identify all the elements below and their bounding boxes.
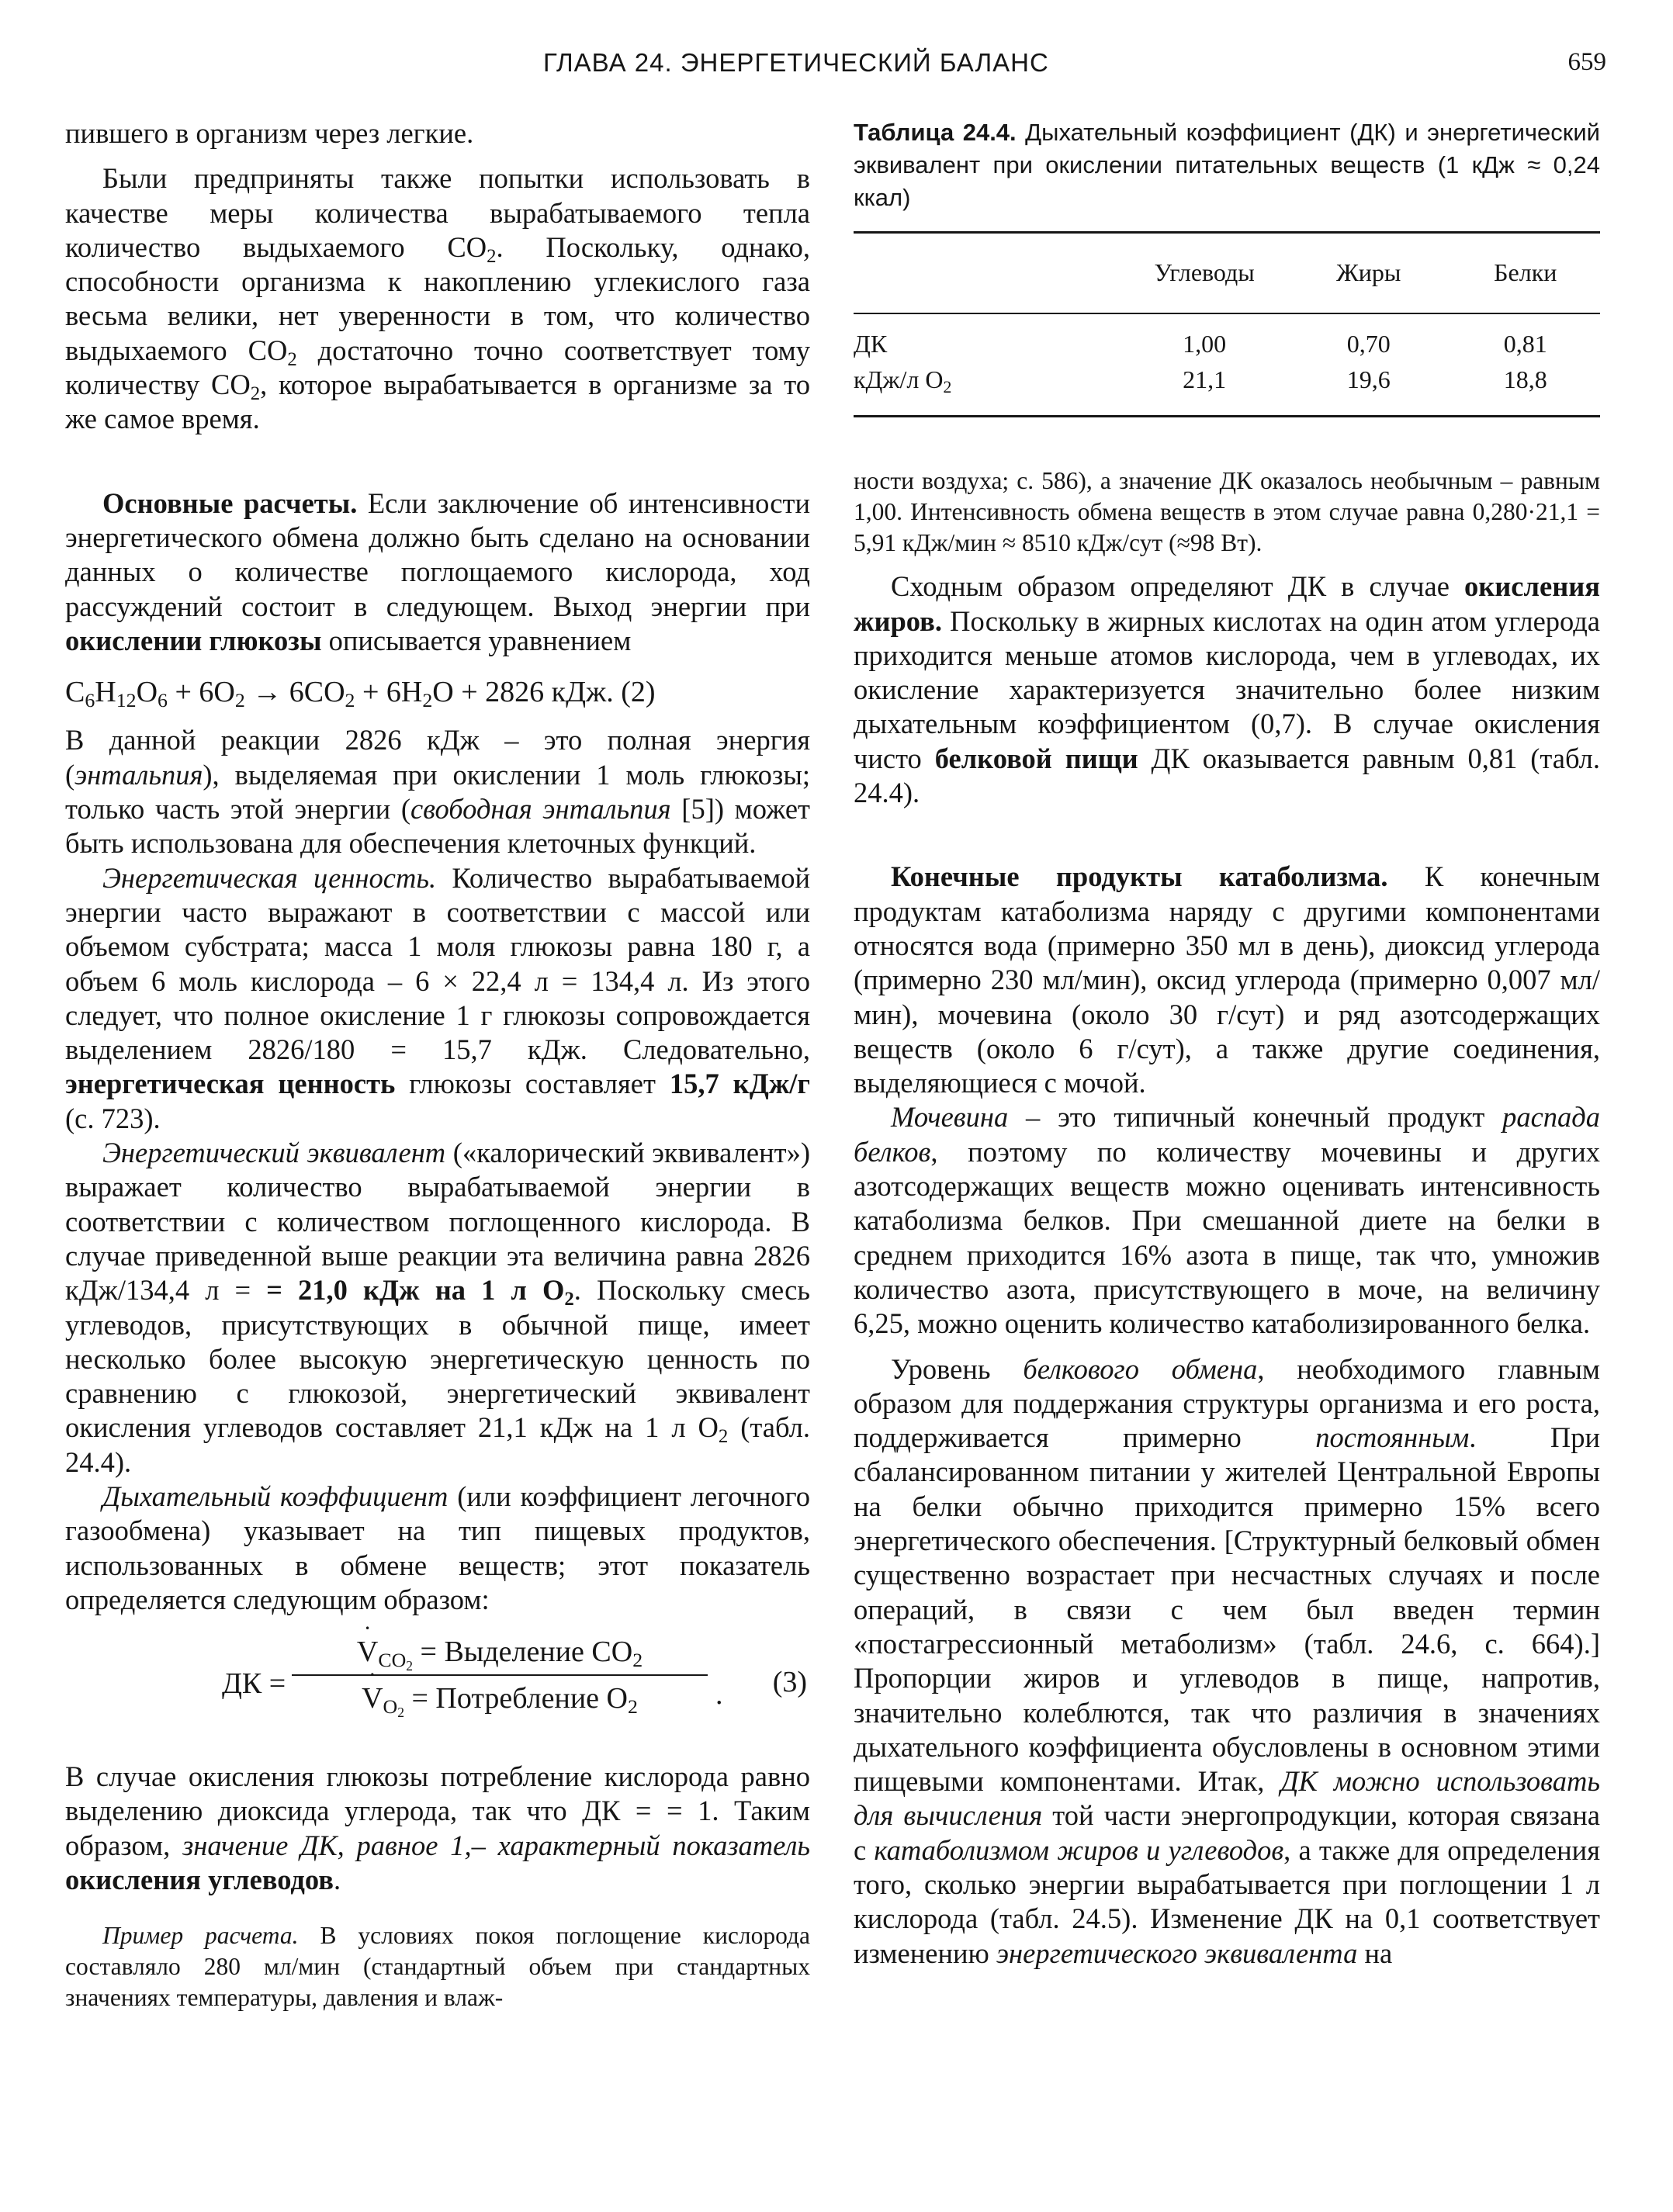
equation-3-numerator: ˙ $V_{CO_2}$ = Выделение $CO_2$ [290, 1634, 709, 1674]
paragraph-urea: Мочевина – это типичный конечный продукт распада белков, поэтому по количеству мочевины и других азотсодержащих веществ можно оценивать интенсивность катаболизма белков. При смешанной диете на белки в среднем приходится 16% азота в пище, так что, умножив количество азота, присутствующего в моче, на величину 6,25, можно оценить количество катаболизированного белка. [854, 1101, 1600, 1340]
table-row [854, 313, 1600, 361]
table-header-cell: Жиры [1336, 258, 1401, 286]
paragraph-fat-oxidation: Сходным образом определяют ДК в случае окисления жиров. Поскольку в жирных кислотах на один атом углерода приходится меньше атомов кислорода, чем в углеводах, их окисление характеризуется значительно более низким дыхательным коэффициентом (0,7). В случае окисления чисто белковой пищи ДК оказывается равным 0,81 (табл. 24.4). [854, 570, 1601, 809]
table-cell: 0,70 [1346, 330, 1391, 358]
data-table [854, 231, 1600, 417]
paragraph-respiratory-quotient: Дыхательный коэффициент (или коэффициент легочного газообмена) указывает на тип пищевых продуктов, использованных в обмене веществ; этот показатель определяется следующим образом: [65, 1480, 810, 1615]
paragraph-continuation: пившего в организм через легкие. [65, 117, 474, 149]
table-row [854, 361, 1600, 417]
paragraph-energy-equivalent: Энергетический эквивалент («калорический эквивалент») выражает количество вырабатываемой энергии в соответствии с количеством поглощенного кислорода. В случае приведенной выше реакции эта величина равна 2826 кДж/134,4 л = = 21,0 кДж на 1 л $O_2$. Поскольку смесь углеводов, присутствующих в обычной пище, имеет несколько более высокую энергетическую ценность по сравнению с глюкозой, энергетический эквивалент окисления углеводов составляет 21,1 кДж на 1 л $O_2$ (табл. 24.4). [65, 1137, 811, 1478]
right-column [854, 116, 1600, 1971]
paragraph-protein-metabolism: Уровень белкового обмена, необходимого главным образом для поддержания структуры организма и его роста, поддерживается примерно постоянным. При сбалансированном питании у жителей Центральной Европы на белки обычно приходится примерно 15% всего энергетического обеспечения. [Структурный белковый обмен существенно возрастает при несчастных случаях и после операций, в связи с чем был введен термин «постагрессионный метаболизм» (табл. 24.6, с. 664).] Пропорции жиров и углеводов в пище, напротив, значительно колеблются, так что различия в значениях дыхательного коэффициента обусловлены в основном этими пищевыми компонентами. Итак, ДК можно использовать для вычисления той части энергопродукции, которая связана с катаболизмом жиров и углеводов, а также для определения того, сколько энергии вырабатывается при поглощении 1 л кислорода (табл. 24.5). Изменение ДК на 0,1 соответствует изменению энергетического эквивалента на [854, 1352, 1600, 1969]
equation-3: ДК = ˙ $V_{CO_2}$ = Выделение $CO_2$ ˙ $V_{O_2}$ = Потребление $O_2$ . (3) [65, 1634, 810, 1750]
page-header [62, 48, 1606, 79]
table-cell: 21,1 [1183, 365, 1227, 394]
paragraph-example: Пример расчета. В условиях покоя поглощение кислорода составляло 280 мл/мин (стандартный объем при стандартных значениях температуры, давления и влаж- [65, 1922, 810, 2012]
paragraph-co2: Были предприняты также попытки использовать в качестве меры количества вырабатываемого тепла количество выдыхаемого $CO_2$. Поскольку, однако, способности организма к накоплению углекислого газа весьма велики, нет уверенности в том, что количество выдыхаемого $CO_2$ достаточно точно соответствует тому количеству $CO_2$, которое вырабатывается в организме за то же самое время. [65, 162, 810, 435]
table-cell: 0,81 [1503, 330, 1547, 358]
section-heading: Конечные продукты катаболизма. [891, 860, 1388, 893]
left-column [65, 116, 810, 2013]
equation-number: (3) [772, 1666, 807, 1699]
paragraph-reaction: В данной реакции 2826 кДж – это полная энергия (энтальпия), выделяемая при окислении 1 моль глюкозы; только часть этой энергии (свободная энтальпия [5]) может быть использована для обеспечения клеточных функций. [65, 724, 810, 860]
paragraph-glucose-rq: В случае окисления глюкозы потребление кислорода равно выделению диоксида углерода, так что ДК = = 1. Таким образом, значение ДК, равное 1,– характерный показатель окисления углеводов. [65, 1760, 810, 1896]
equation-3-fraction [290, 1634, 709, 1721]
section-heading: Основные расчеты. [102, 486, 358, 519]
paragraph-basic-calculations: Основные расчеты. Если заключение об интенсивности энергетического обмена должно быть сделано на основании данных о количестве поглощаемого кислорода, ход рассуждений состоит в следующем. Выход энергии при окислении глюкозы описывается уравнением [65, 486, 810, 656]
running-title: ГЛАВА 24. ЭНЕРГЕТИЧЕСКИЙ БАЛАНС [543, 48, 1049, 77]
table-row-label: ДК [854, 330, 888, 358]
paragraph-final-products: Конечные продукты катаболизма. К конечным продуктам катаболизма наряду с другими компонентами относятся вода (примерно 350 мл в день), диоксид углерода (примерно 230 мл/мин), оксид углерода (примерно 0,007 мл/мин), мочевина (около 30 г/сут) и ряд азотсодержащих веществ (около 6 г/сут), а также другие соединения, выделяющиеся с мочой. [854, 860, 1601, 1099]
page-number: 659 [1567, 48, 1606, 76]
equation-3-denominator: ˙ $V_{O_2}$ = Потребление $O_2$ [290, 1676, 709, 1716]
table-cell: 19,6 [1346, 365, 1391, 394]
equation-3-lhs: ДК = [222, 1667, 286, 1701]
paragraph-example-continuation: ности воздуха; с. 586), а значение ДК оказалось необычным – равным 1,00. Интенсивность обмена веществ в этом случае равна 0,280·21,1 = 5,91 кДж/мин ≈ 8510 кДж/сут (≈98 Вт). [854, 467, 1600, 557]
table-header-cell: Углеводы [1154, 258, 1255, 286]
equation-2: $C_6H_{12}O_6 + 6O_2 \to 6CO_2 + 6H_2O + 2826$ кДж. (2) [65, 676, 656, 712]
table-row-label: кДж/л $O_2$ [854, 365, 952, 397]
table-header-row [854, 233, 1600, 314]
table-caption: Таблица 24.4. Дыхательный коэффициент (ДК) и энергетический эквивалент при окислении питательных веществ (1 кДж ≈ 0,24 ккал) [854, 119, 1600, 211]
paragraph-energy-value: Энергетическая ценность. Количество вырабатываемой энергии часто выражают в соответствии с массой или объемом субстрата; масса 1 моля глюкозы равна 180 г, а объем 6 моль кислорода – 6 × 22,4 л = 134,4 л. Из этого следует, что полное окисление 1 г глюкозы сопровождается выделением 2826/180 = 15,7 кДж. Следовательно, энергетическая ценность глюкозы составляет 15,7 кДж/г (с. 723). [65, 861, 810, 1134]
table-header-cell: Белки [1494, 258, 1557, 286]
table-24-4 [854, 116, 1600, 417]
table-cell: 1,00 [1183, 330, 1227, 358]
table-header-cell [854, 233, 1122, 314]
table-cell: 18,8 [1503, 365, 1547, 394]
